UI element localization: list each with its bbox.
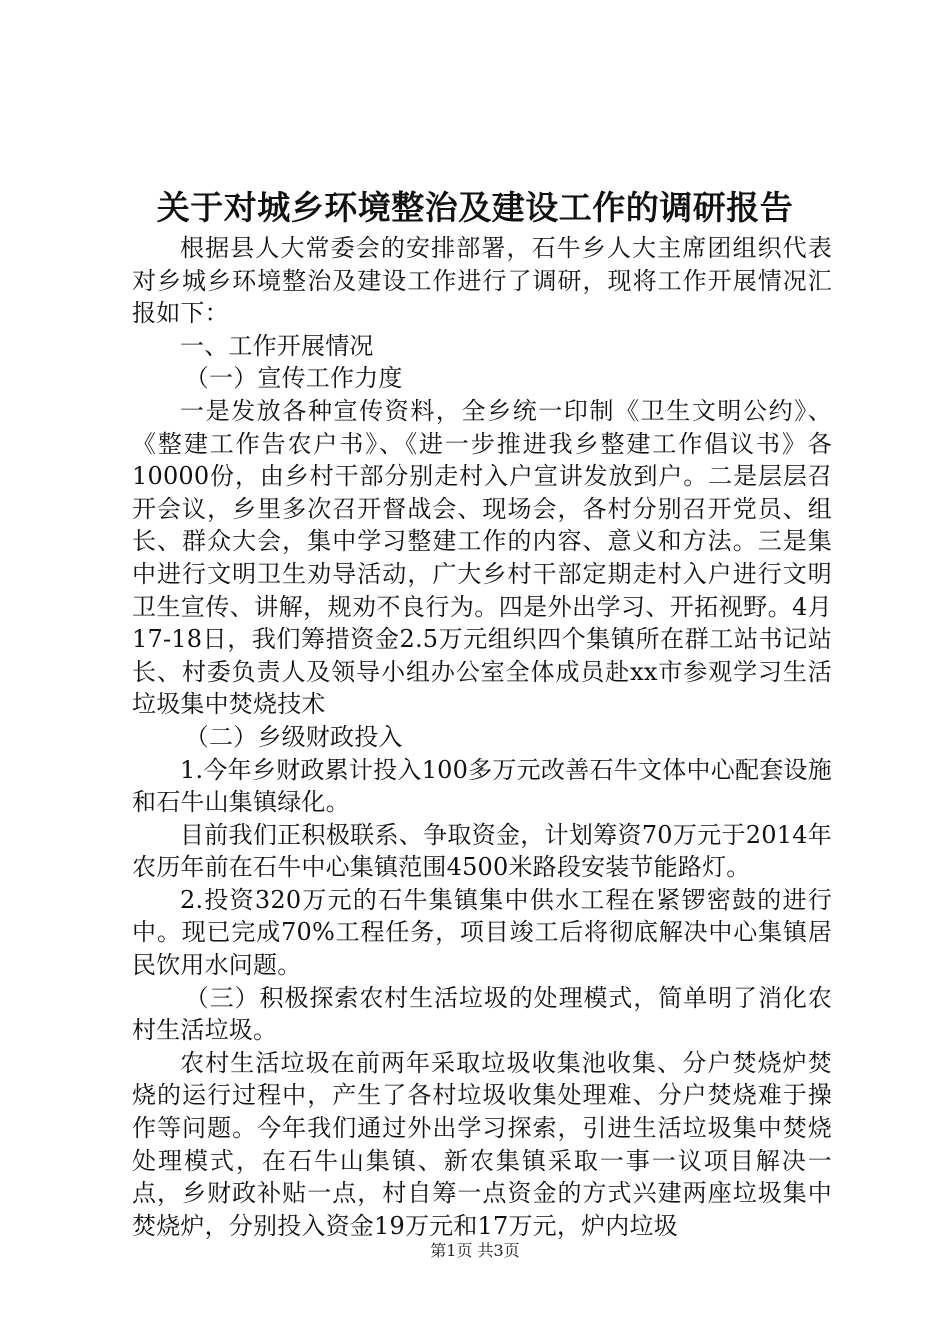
paragraph: 一是发放各种宣传资料，全乡统一印制《卫生文明公约》、《整建工作告农户书》、《进一步推进我乡整建工作倡议书》各10000份，由乡村干部分别走村入户宣讲发放到户。二是层层召开会议，乡里多次召开督战会、现场会，各村分别召开党员、组长、群众大会，集中学习整建工作的内容、意义和方法。三是集中进行文明卫生劝导活动，广大乡村干部定期走村入户进行文明卫生宣传、讲解，规劝不良行为。四是外出学习、开拓视野。4月17-18日，我们筹措资金2.5万元组织四个集镇所在群工站书记站长、村委负责人及领导小组办公室全体成员赴xx市参观学习生活垃圾集中焚烧技术 xyxy=(132,396,832,719)
subsection-heading: （二）乡级财政投入 xyxy=(184,722,403,751)
paragraph: 农村生活垃圾在前两年采取垃圾收集池收集、分户焚烧炉焚烧的运行过程中，产生了各村垃圾收集处理难、分户焚烧难于操作等问题。今年我们通过外出学习探索，引进生活垃圾集中焚烧处理模式，在石牛山集镇、新农集镇采取一事一议项目解决一点，乡财政补贴一点，村自筹一点资金的方式兴建两座垃圾集中焚烧炉，分别投入资金19万元和17万元，炉内垃圾 xyxy=(132,1048,832,1240)
paragraph: 1.今年乡财政累计投入100多万元改善石牛文体中心配套设施和石牛山集镇绿化。 xyxy=(132,755,832,817)
page-footer: 第1页 共3页 xyxy=(430,1241,520,1260)
subsection-heading: （一）宣传工作力度 xyxy=(184,364,403,393)
subsection-heading: （三）积极探索农村生活垃圾的处理模式，简单明了消化农村生活垃圾。 xyxy=(132,983,832,1045)
paragraph: 2.投资320万元的石牛集镇集中供水工程在紧锣密鼓的进行中。现已完成70%工程任务，项目竣工后将彻底解决中心集镇居民饮用水问题。 xyxy=(132,885,832,980)
document-body xyxy=(132,232,832,1242)
section-heading: 一、工作开展情况 xyxy=(180,331,374,360)
document-title: 关于对城乡环境整治及建设工作的调研报告 xyxy=(156,188,794,227)
paragraph-intro: 根据县人大常委会的安排部署，石牛乡人大主席团组织代表对乡城乡环境整治及建设工作进行了调研，现将工作开展情况汇报如下： xyxy=(132,234,832,328)
paragraph: 目前我们正积极联系、争取资金，计划筹资70万元于2014年农历年前在石牛中心集镇范围4500米路段安装节能路灯。 xyxy=(132,820,832,882)
